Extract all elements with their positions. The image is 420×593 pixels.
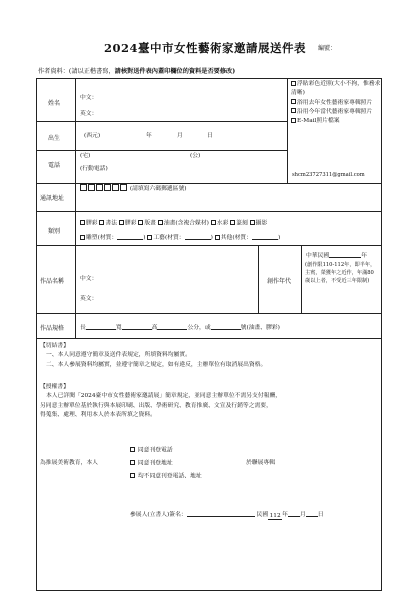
checkbox[interactable] [230,220,235,225]
category-option[interactable]: 篆刻 [236,220,248,227]
instruction-emphasis: 請核對送件表內蓋印欄位的資料是否要修改) [114,68,236,75]
pledge-header: 【切結書】 [40,343,69,349]
pledge-item: 一、本人同意遵守簡章及送件表規定，所填資料均屬實。 [46,352,191,359]
date-year[interactable]: 112 [269,513,281,519]
category-option[interactable]: 版畫 [144,220,156,227]
spec-width-blank[interactable] [122,323,152,330]
postal-digit-box[interactable] [112,184,119,191]
material-blank[interactable] [117,233,143,240]
material-blank[interactable] [252,233,278,240]
address-label: 通訊地址 [40,195,65,202]
grid-line [287,78,288,183]
photo-checklist [291,80,381,126]
work-name-label: 作品名稱 [40,278,65,285]
checkbox[interactable] [215,235,220,240]
postal-code-hint: (請填寫六碼郵遞區號) [129,186,187,192]
checkbox[interactable] [80,235,85,240]
checkbox[interactable] [211,220,216,225]
phone-home-field[interactable]: (宅) [80,153,91,159]
checklist-item[interactable]: 沿用今年當代藝術家專輯照片 [291,108,381,117]
category-option[interactable]: 油畫(含複合媒材) [163,220,209,227]
grid-line [36,150,287,151]
checkbox[interactable] [291,99,296,104]
name-chinese-field[interactable]: 中文： [80,95,98,101]
consent-trail: 於聯展專輯 [246,460,275,466]
category-sculpture[interactable]: 雕塑(材質： [86,235,118,241]
grid-line [301,245,302,313]
spec-height-blank[interactable] [157,323,187,330]
pledge-section [40,342,378,370]
consent-option[interactable]: 同意刊登地址 [130,460,173,468]
date-month-blank[interactable] [288,510,300,517]
checklist-item[interactable]: 浴用去年女性藝術家專輯照片 [291,99,381,108]
authorization-line: 另同意主辦單位基於執行與本展印刷、出版、學術研究、教育推廣、文宣及行銷等之需要， [40,402,272,409]
phone-label: 電話 [48,162,61,169]
grid-line [36,313,382,314]
postal-digit-box[interactable] [96,184,103,191]
postal-digit-box[interactable] [88,184,95,191]
category-options-row2: 雕塑(材質： ) 工藝(材質： ) 其他(材質： ) [80,233,280,242]
checkbox[interactable] [291,81,296,86]
phone-mobile-field[interactable]: (行動電話) [80,166,108,172]
material-blank[interactable] [185,233,211,240]
checkbox[interactable] [250,220,255,225]
checkbox[interactable] [291,108,296,113]
postal-digit-box[interactable] [104,184,111,191]
work-year-label: 創作年代 [267,278,292,285]
era-year-blank[interactable] [329,251,361,258]
birth-year-field[interactable]: 年 [146,133,152,139]
checklist-item[interactable]: E-Mail照片檔案 [291,117,381,126]
date-day-blank[interactable] [306,510,318,517]
checkbox[interactable] [291,118,296,123]
grid-line [36,338,382,339]
work-chinese-field[interactable]: 中文： [80,276,98,282]
spec-count-blank[interactable] [211,323,241,330]
grid-line [36,211,382,212]
authorization-line: 得蒐集、處理、利用本人於本表所填之資料。 [40,411,156,418]
signature-label: 參展人(立書人)簽名： [130,512,187,518]
grid-line [36,121,287,122]
contact-email: shcm23727311@gmail.com [292,172,365,178]
form-title: 2024臺中市女性藝術家邀請展送件表 [104,41,307,55]
grid-line [36,245,382,246]
category-option[interactable]: 攝影 [255,220,268,227]
instruction-line [38,66,235,75]
postal-code-field[interactable] [80,184,187,193]
era-year-field[interactable]: 中華民國 年 [306,253,368,259]
name-label: 姓名 [48,100,61,107]
category-crafts[interactable]: 工藝(材質： [153,235,185,241]
spec-dimensions: 長 寬 高 公分，或 號(油畫、膠彩) [80,325,280,331]
birth-month-field[interactable]: 月 [177,133,183,139]
checkbox[interactable] [130,460,135,465]
checkbox[interactable] [130,473,135,478]
checkbox[interactable] [119,220,124,225]
category-other[interactable]: 其他(材質： [220,235,252,241]
consent-lead: 為推展美術教育，本人 [40,460,98,466]
category-option[interactable]: 書法 [105,220,118,227]
name-english-field[interactable]: 英文： [80,111,98,117]
checkbox[interactable] [147,235,152,240]
era-note: (創作限110-112年，即半年，主賓，榮獲年之近作，年滿80歲以上者，不受近三年限制) [305,262,376,285]
birth-day-field[interactable]: 日 [207,133,213,139]
consent-option[interactable]: 同意刊登電話 [130,447,173,455]
authorization-line: 本人已詳閱「2024臺中市女性藝術家邀請展」簡章規定，並同意主辦單位不需另支付報酬， [46,393,282,400]
serial-number-label: 編號： [318,45,337,52]
grid-line [75,78,76,338]
consent-option[interactable]: 均不同意刊登電話、地址 [130,473,202,481]
postal-digit-box[interactable] [120,184,127,191]
checklist-item[interactable]: 浮貼彩色近照(大小不拘，惟務求清晰) [291,81,381,97]
category-options-row1 [80,220,267,228]
instruction-prefix: 作者資料：(請以正楷書寫， [38,68,115,75]
spec-label: 作品規格 [40,325,65,332]
signature-blank[interactable] [187,510,255,517]
category-option[interactable]: 水彩 [216,220,229,227]
category-label: 類別 [48,228,61,235]
date-prefix: 民國 [256,512,269,518]
birth-era: (西元) [84,133,101,139]
signature-line: 參展人(立書人)簽名： 民國112年 月 日 [130,512,324,519]
pledge-item: 二、本人參展資料均屬實，並遵守簡章之規定，如有違反，主辦單位有取消展出資格。 [46,361,267,368]
checkbox[interactable] [158,220,163,225]
checkbox[interactable] [138,220,143,225]
checkbox[interactable] [99,220,104,225]
grid-line [258,245,259,313]
category-option[interactable]: 膠彩 [86,220,98,227]
checkbox[interactable] [80,220,85,225]
authorization-section [40,383,378,420]
spec-length-blank[interactable] [86,323,116,330]
postal-digit-box[interactable] [80,184,87,191]
category-option[interactable]: 膠彩 [124,220,137,227]
phone-office-field[interactable]: (公) [190,153,201,159]
checkbox[interactable] [130,447,135,452]
authorization-header: 【授權書】 [40,384,69,390]
work-english-field[interactable]: 英文： [80,296,98,302]
birth-label: 出生 [48,135,61,142]
